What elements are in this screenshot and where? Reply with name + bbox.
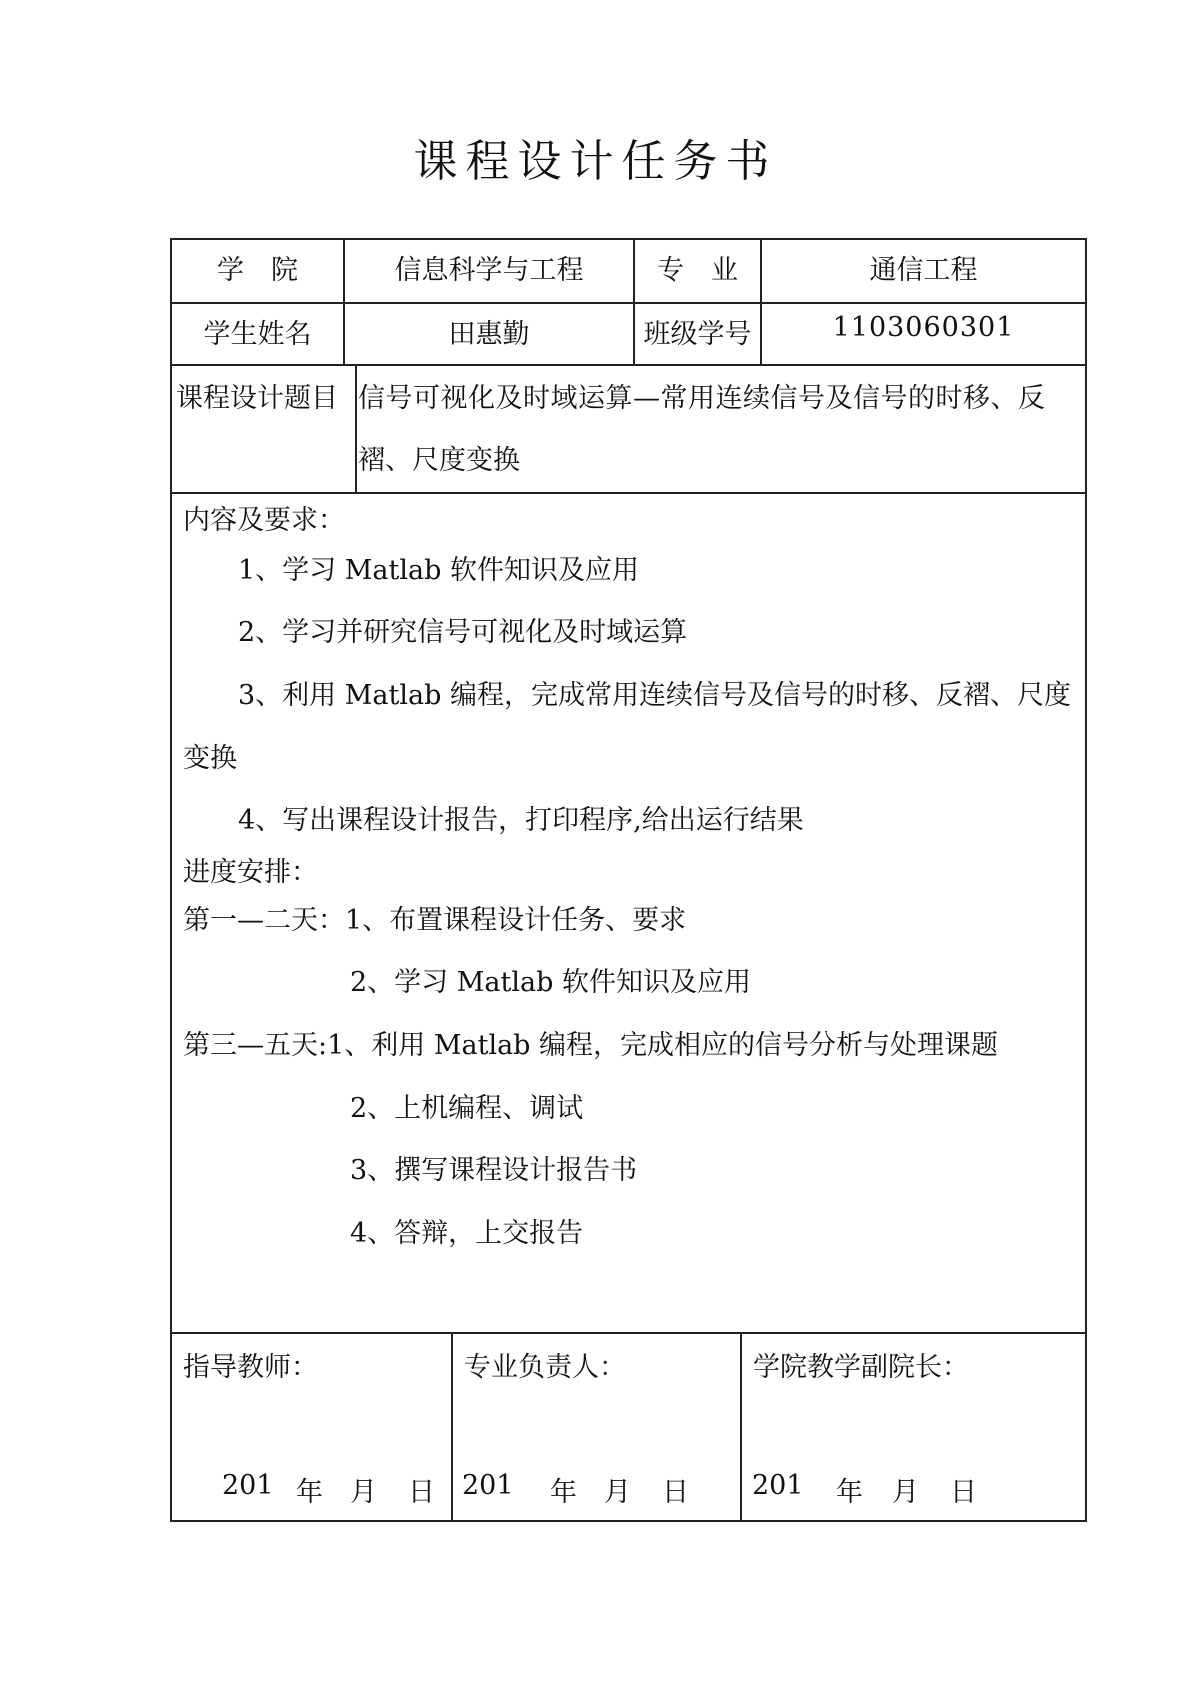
page-title: 课程设计任务书: [413, 136, 778, 187]
topic-label: 课程设计题目: [176, 383, 338, 414]
topic-value-line1: 信号可视化及时域运算—常用连续信号及信号的时移、反: [358, 383, 1046, 414]
schedule-day1-line2: 2、学习 Matlab 软件知识及应用: [350, 967, 751, 998]
college-value: 信息科学与工程: [394, 255, 584, 286]
student-label: 学生姓名: [203, 319, 312, 350]
major-head-date-year-char: 年: [550, 1477, 577, 1508]
college-label: 学 院: [217, 255, 298, 286]
major-head-date-day-char: 日: [662, 1477, 689, 1508]
vice-dean-label: 学院教学副院长：: [753, 1352, 969, 1383]
vice-dean-date-month-char: 月: [892, 1477, 919, 1508]
schedule-day3-line1: 第三—五天:1、利用 Matlab 编程，完成相应的信号分析与处理课题: [183, 1030, 999, 1061]
advisor-date-year-char: 年: [296, 1477, 323, 1508]
table-divider-col1b: [355, 364, 357, 494]
table-border-top: [170, 238, 1087, 240]
schedule-day3-line2: 2、上机编程、调试: [350, 1093, 584, 1124]
table-border-right: [1085, 238, 1087, 1522]
topic-value-line2: 褶、尺度变换: [358, 445, 520, 476]
advisor-date-year: 201: [222, 1470, 274, 1501]
advisor-date-day-char: 日: [408, 1477, 435, 1508]
vice-dean-date-year: 201: [752, 1470, 804, 1501]
content-item-2: 2、学习并研究信号可视化及时域运算: [238, 617, 688, 648]
major-head-label: 专业负责人：: [464, 1352, 626, 1383]
table-border-row1: [170, 302, 1087, 304]
schedule-day3-line4: 4、答辩，上交报告: [350, 1218, 584, 1249]
content-item-3-line2: 变换: [183, 743, 237, 774]
vice-dean-date-year-char: 年: [836, 1477, 863, 1508]
table-border-left: [170, 238, 172, 1522]
content-item-3-line1: 3、利用 Matlab 编程，完成常用连续信号及信号的时移、反褶、尺度: [238, 680, 1071, 711]
table-divider-sig2: [740, 1332, 742, 1522]
schedule-day1-line1: 第一—二天：1、布置课程设计任务、要求: [183, 905, 687, 936]
table-border-row4: [170, 1332, 1087, 1334]
class-value: 1103060301: [832, 312, 1015, 343]
schedule-header: 进度安排：: [183, 857, 318, 888]
major-head-date-month-char: 月: [604, 1477, 631, 1508]
table-border-row3: [170, 492, 1087, 494]
student-value: 田惠勤: [448, 319, 530, 350]
table-border-row2: [170, 364, 1087, 366]
advisor-date-month-char: 月: [350, 1477, 377, 1508]
vice-dean-date-day-char: 日: [950, 1477, 977, 1508]
content-item-4: 4、写出课程设计报告，打印程序,给出运行结果: [238, 805, 804, 836]
major-label: 专 业: [657, 255, 738, 286]
major-head-date-year: 201: [462, 1470, 514, 1501]
table-border-bottom: [170, 1520, 1087, 1522]
content-header: 内容及要求：: [183, 505, 345, 536]
class-label: 班级学号: [643, 319, 752, 350]
schedule-day3-line3: 3、撰写课程设计报告书: [350, 1155, 638, 1186]
major-value: 通信工程: [869, 255, 978, 286]
advisor-label: 指导教师：: [183, 1352, 318, 1383]
content-item-1: 1、学习 Matlab 软件知识及应用: [238, 555, 639, 586]
table-divider-sig1: [451, 1332, 453, 1522]
